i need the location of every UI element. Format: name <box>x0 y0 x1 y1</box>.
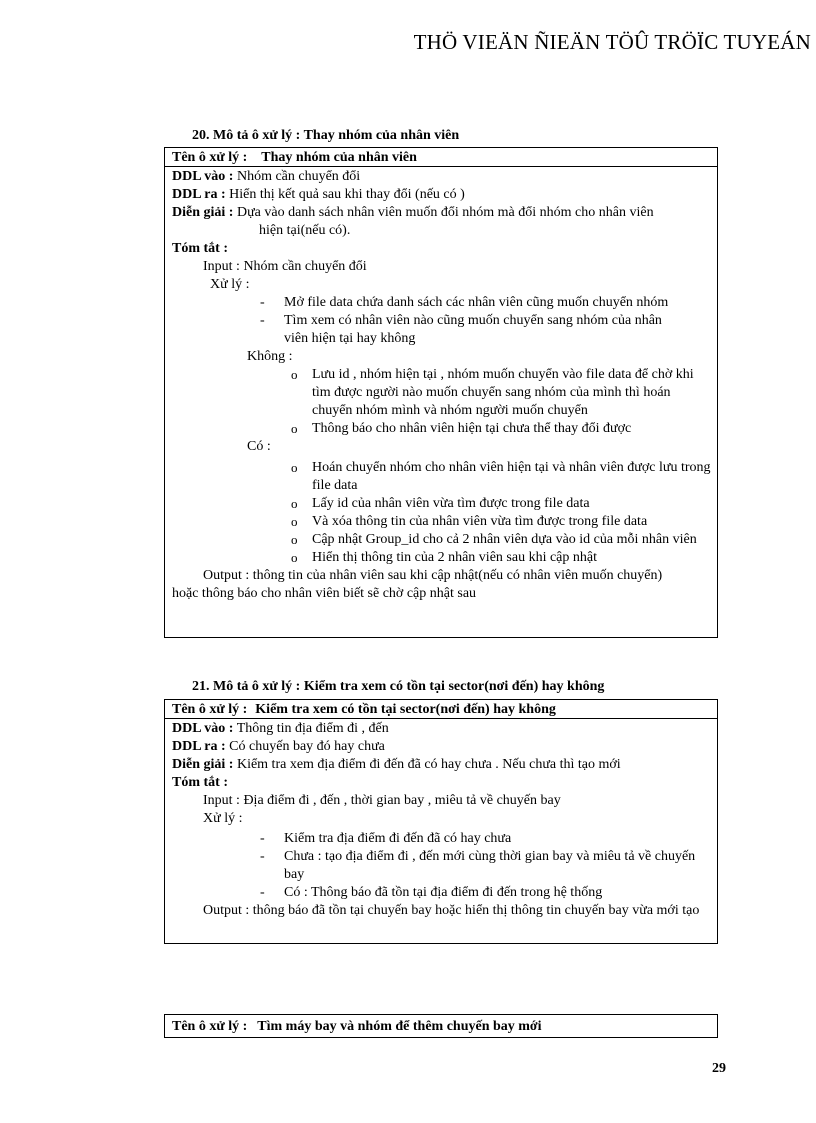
explain-label: Diễn giải : <box>172 205 234 220</box>
box-title-text: Thay nhóm của nhân viên <box>261 150 417 165</box>
list-item: - Mở file data chứa danh sách các nhân viên cũng muốn chuyển nhóm <box>260 295 669 310</box>
list-item: - Tìm xem có nhân viên nào cũng muốn chuyển sang nhóm của nhân viên hiện tại hay không <box>260 313 662 346</box>
list-item: - Có : Thông báo đã tồn tại địa điểm đi đến trong hệ thống <box>260 885 603 900</box>
page-number: 29 <box>712 1061 726 1076</box>
section-21-box-body <box>165 719 717 924</box>
box-label: Tên ô xử lý : <box>172 702 248 717</box>
explain-value: Kiểm tra xem địa điểm đi đến đã có hay chưa . Nếu chưa thì tạo mới <box>233 757 621 772</box>
box-title-text: Kiểm tra xem có tồn tại sector(nơi đến) hay không <box>255 702 556 717</box>
section-21-heading: 21. Mô tả ô xử lý : Kiểm tra xem có tồn tại sector(nơi đến) hay không <box>192 679 605 694</box>
list-item: - Chưa : tạo địa điểm đi , đến mới cùng thời gian bay và miêu tả về chuyến bay <box>260 849 696 882</box>
explain-label: Diễn giải : <box>172 757 234 772</box>
list-item: o Hoán chuyển nhóm cho nhân viên hiện tại và nhân viên được lưu trong file data <box>291 460 711 493</box>
ddl-in-value: Thông tin địa điểm đi , đến <box>233 721 389 736</box>
section-22-box <box>164 1014 718 1038</box>
section-21-box-title <box>165 700 717 719</box>
explain-continued: hiện tại(nếu có). <box>259 223 351 238</box>
ddl-out-value: Có chuyến bay đó hay chưa <box>225 739 385 754</box>
list-item: o Và xóa thông tin của nhân viên vừa tìm được trong file data <box>291 514 648 529</box>
output-continued: hoặc thông báo cho nhân viên biết sẽ chờ cập nhật sau <box>172 586 477 601</box>
ddl-out-value: Hiển thị kết quả sau khi thay đổi (nếu có ) <box>225 187 465 202</box>
list-item: o Hiển thị thông tin của 2 nhân viên sau khi cập nhật <box>291 550 597 565</box>
section-20-box-body <box>165 167 717 607</box>
explain-value: Dựa vào danh sách nhân viên muốn đổi nhóm mà đổi nhóm cho nhân viên <box>233 205 654 220</box>
summary-label: Tóm tắt : <box>172 775 228 790</box>
ddl-in-value: Nhóm cần chuyển đổi <box>233 169 361 184</box>
process-label: Xử lý : <box>203 811 243 826</box>
section-22-box-title <box>165 1015 717 1034</box>
page-header: THÖ VIEÄN ÑIEÄN TÖÛ TRÖÏC TUYEÁN <box>413 30 811 54</box>
process-label: Xử lý : <box>210 277 250 292</box>
yes-label: Có : <box>247 439 271 454</box>
ddl-in-label: DDL vào : <box>172 169 234 184</box>
section-21-box <box>164 699 718 944</box>
box-label: Tên ô xử lý : <box>172 1019 248 1034</box>
summary-label: Tóm tắt : <box>172 241 228 256</box>
ddl-out-label: DDL ra : <box>172 739 226 754</box>
list-item: o Thông báo cho nhân viên hiện tại chưa thể thay đổi được <box>291 421 632 436</box>
input-line: Input : Địa điểm đi , đến , thời gian bay , miêu tả về chuyến bay <box>203 793 561 808</box>
output-line: Output : thông báo đã tồn tại chuyến bay hoặc hiển thị thông tin chuyến bay vừa mới tạo <box>203 903 700 918</box>
ddl-in-label: DDL vào : <box>172 721 234 736</box>
ddl-out-label: DDL ra : <box>172 187 226 202</box>
section-20-box <box>164 147 718 638</box>
no-label: Không : <box>247 349 293 364</box>
list-item: - Kiểm tra địa điểm đi đến đã có hay chưa <box>260 831 512 846</box>
list-item: o Lấy id của nhân viên vừa tìm được trong file data <box>291 496 590 511</box>
section-20-box-title <box>165 148 717 167</box>
section-20-heading: 20. Mô tả ô xử lý : Thay nhóm của nhân viên <box>192 128 460 143</box>
list-item: o Lưu id , nhóm hiện tại , nhóm muốn chuyển vào file data để chờ khi tìm được người nào muốn chuyển sang nhóm của mình thì hoán chuyển nhóm mình và nhóm người muốn chuyển <box>291 367 694 418</box>
output-line: Output : thông tin của nhân viên sau khi cập nhật(nếu có nhân viên muốn chuyển) <box>203 568 663 583</box>
box-label: Tên ô xử lý : <box>172 150 248 165</box>
list-item: o Cập nhật Group_id cho cả 2 nhân viên dựa vào id của mỗi nhân viên <box>291 532 697 547</box>
box-title-text: Tìm máy bay và nhóm để thêm chuyến bay mới <box>257 1019 542 1034</box>
input-line: Input : Nhóm cần chuyển đổi <box>203 259 367 274</box>
